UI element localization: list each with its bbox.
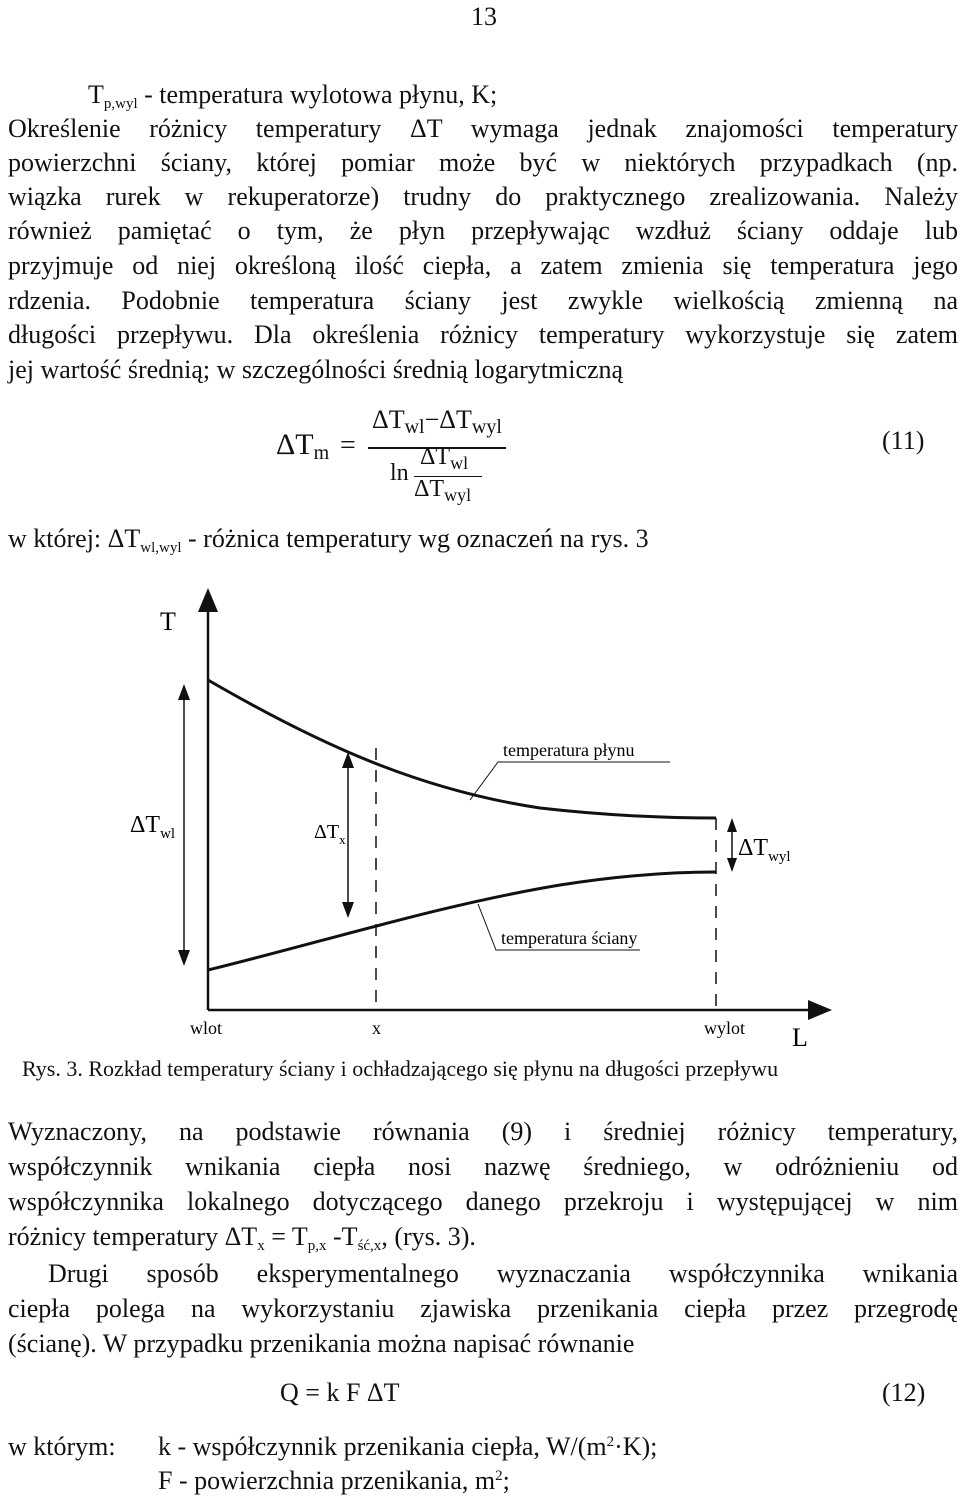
- eq11-lhs: [276, 428, 329, 465]
- dt-x-symbol: ΔT: [314, 821, 340, 843]
- k-text: k - współczynnik przenikania ciepła, W/(m: [158, 1432, 607, 1461]
- eq11-lhs-symbol: ΔT: [276, 428, 314, 461]
- eq12-formula: Q = k F ΔT: [280, 1378, 400, 1407]
- paragraph1-line: jej wartość średnią; w szczególności średnią logarytmiczną: [8, 355, 624, 384]
- eq11-inner-den-symbol: ΔT: [414, 476, 445, 502]
- y-axis-arrowhead: [198, 588, 218, 612]
- p2-dt: ΔT: [224, 1222, 258, 1251]
- fluid-temperature-curve: [208, 680, 716, 818]
- eq11-inner-num-sub: wl: [450, 453, 469, 473]
- definition-text: - temperatura wylotowa płynu, K;: [137, 80, 498, 109]
- p2-tail: , (rys. 3).: [381, 1222, 476, 1251]
- subscript: p,wyl: [103, 96, 138, 112]
- f-tail: ;: [502, 1466, 510, 1495]
- x-axis-arrowhead: [808, 1000, 832, 1020]
- eq11-inner-num-symbol: ΔT: [420, 444, 451, 470]
- y-axis-label: T: [160, 607, 176, 636]
- eq11-inner-num: [420, 444, 468, 474]
- paragraph1-line: wiązka rurek w rekuperatorze) trudny do praktycznego zrealizowania. Należy: [8, 182, 958, 211]
- eq11-lhs-sub: m: [313, 442, 330, 464]
- eq11-equals: =: [340, 430, 356, 461]
- x-axis-label: L: [792, 1023, 808, 1052]
- paragraph3-line: Drugi sposób eksperymentalnego wyznaczania współczynnika wnikania: [48, 1259, 958, 1288]
- p2-text: różnicy temperatury: [8, 1222, 225, 1251]
- k-tail: ·K);: [614, 1432, 658, 1461]
- dt-x-label: [314, 821, 346, 847]
- x-inlet-label: wlot: [190, 1018, 223, 1038]
- paragraph1-line: długości przepływu. Dla określenia różnicy temperatury wykorzystuje się zatem: [8, 320, 958, 349]
- dt-x-sub: x: [339, 832, 346, 847]
- paragraph2-line: współczynnik wnikania ciepła nosi nazwę średniego, w odróżnieniu od: [8, 1152, 958, 1181]
- where-prefix: w której:: [8, 524, 108, 553]
- paragraph1-line: również pamiętać o tym, że płyn przepływając wzdłuż ściany oddaje lub: [8, 216, 958, 245]
- p2-minus-t: -T: [326, 1222, 358, 1251]
- eq11-num-a: ΔT: [372, 405, 405, 434]
- paragraph1-line: powierzchni ściany, której pomiar może być w niektórych przypadkach (np.: [8, 148, 958, 177]
- fluid-label-leader: [470, 762, 670, 800]
- dt-wyl-sub: wyl: [768, 849, 791, 865]
- dt-x-arrowhead-bottom: [342, 902, 354, 918]
- p2-ts-sub: ść,x: [357, 1238, 382, 1254]
- eq11-minus: −: [424, 405, 440, 434]
- eq12-number: (12): [882, 1378, 926, 1407]
- paragraph2-line: Wyznaczony, na podstawie równania (9) i średniej różnicy temperatury,: [8, 1117, 958, 1146]
- dt-wl-label: [130, 812, 175, 842]
- figure-caption: Rys. 3. Rozkład temperatury ściany i ochładzającego się płynu na długości przepływu: [22, 1056, 779, 1081]
- k-sup: 2: [606, 1434, 615, 1450]
- eq11-num-b-sub: wyl: [471, 416, 502, 438]
- dt-wyl-symbol: ΔT: [738, 835, 769, 861]
- x-point-label: x: [372, 1018, 381, 1038]
- wall-label: temperatura ściany: [501, 928, 638, 948]
- eq11-ln: ln: [390, 460, 409, 486]
- where2-prefix: w którym:: [8, 1432, 116, 1461]
- where-symbol: ΔT: [107, 524, 141, 553]
- paragraph1-line: przyjmuje od niej określoną ilość ciepła, a zatem zmienia się temperatura jego: [8, 251, 958, 280]
- f-sup: 2: [495, 1468, 503, 1484]
- p2-eq: = T: [264, 1222, 308, 1251]
- eq11-inner-den: [414, 476, 471, 506]
- fluid-label: temperatura płynu: [503, 740, 635, 760]
- p2-dt-sub: x: [257, 1238, 265, 1254]
- where-sub: wl,wyl: [140, 540, 182, 556]
- where-line: [8, 522, 958, 565]
- where-text: - różnica temperatury wg oznaczeń na rys. 3: [181, 524, 649, 553]
- dt-wyl-label: [738, 835, 791, 865]
- p2-tp-sub: p,x: [307, 1238, 327, 1254]
- paragraph3-line: (ścianę). W przypadku przenikania można napisać równanie: [8, 1329, 635, 1358]
- eq11-num-b: ΔT: [439, 405, 472, 434]
- paragraph3-line: ciepła polega na wykorzystaniu zjawiska przenikania ciepła przez przegrodę: [8, 1294, 958, 1323]
- dt-wl-arrowhead-top: [178, 684, 190, 700]
- dt-wl-arrowhead-bottom: [178, 950, 190, 966]
- eq11-number: (11): [882, 426, 925, 455]
- symbol: T: [88, 80, 104, 109]
- eq11-num-a-sub: wl: [404, 416, 425, 438]
- paragraph1-line: Określenie różnicy temperatury ΔT wymaga jednak znajomości temperatury: [8, 114, 958, 143]
- dt-wyl-arrowhead-bottom: [727, 858, 737, 872]
- wall-temperature-curve: [208, 872, 716, 970]
- eq11-numerator: [372, 405, 502, 439]
- dt-wl-symbol: ΔT: [130, 812, 161, 838]
- paragraph2-line: współczynnika lokalnego dotyczącego danego przekroju i występującej w nim: [8, 1187, 958, 1216]
- f-text: F - powierzchnia przenikania, m: [158, 1466, 496, 1495]
- where2-k-line: [158, 1432, 657, 1462]
- x-outlet-label: wylot: [704, 1018, 746, 1038]
- where2-f-line: [158, 1466, 510, 1496]
- page-number: 13: [471, 2, 497, 31]
- paragraph1-line: rdzenia. Podobnie temperatura ściany jest zwykle wielkością zmienną na: [8, 286, 958, 315]
- eq11-inner-den-sub: wyl: [444, 485, 472, 505]
- dt-wl-sub: wl: [160, 826, 176, 842]
- figure-3-diagram: [0, 580, 960, 1060]
- dt-wyl-arrowhead-top: [727, 818, 737, 832]
